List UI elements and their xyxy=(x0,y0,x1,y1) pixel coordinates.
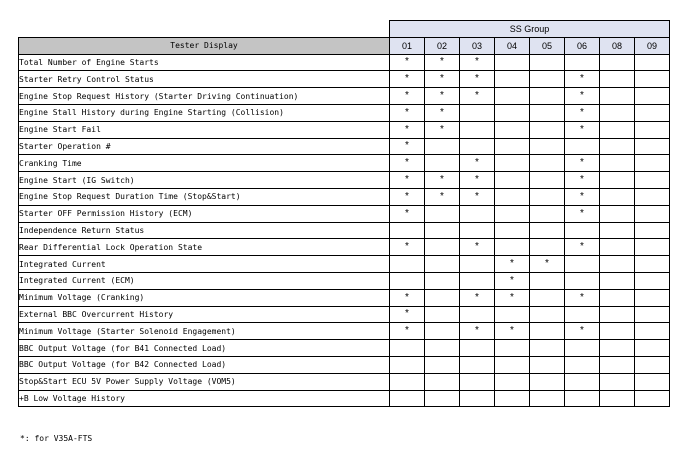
row-label: Engine Stall History during Engine Starting (Collision) xyxy=(19,104,390,121)
applies-mark-01: * xyxy=(390,88,425,105)
applies-mark-03: * xyxy=(460,239,495,256)
applies-mark-06: * xyxy=(565,121,600,138)
cell-02 xyxy=(425,272,460,289)
table-row xyxy=(19,272,670,289)
cell-03 xyxy=(460,104,495,121)
cell-08 xyxy=(600,54,635,71)
cell-09 xyxy=(635,356,670,373)
table-row xyxy=(19,289,670,306)
row-label: Minimum Voltage (Starter Solenoid Engagement) xyxy=(19,323,390,340)
cell-08 xyxy=(600,289,635,306)
column-header-05: 05 xyxy=(530,37,565,54)
cell-04 xyxy=(495,306,530,323)
cell-06 xyxy=(565,340,600,357)
row-label: Cranking Time xyxy=(19,155,390,172)
cell-04 xyxy=(495,54,530,71)
applies-mark-06: * xyxy=(565,188,600,205)
cell-05 xyxy=(530,88,565,105)
cell-02 xyxy=(425,306,460,323)
cell-08 xyxy=(600,188,635,205)
cell-02 xyxy=(425,222,460,239)
cell-09 xyxy=(635,172,670,189)
cell-05 xyxy=(530,188,565,205)
cell-08 xyxy=(600,256,635,273)
cell-09 xyxy=(635,205,670,222)
ss-group-table xyxy=(18,20,670,407)
cell-01 xyxy=(390,340,425,357)
cell-08 xyxy=(600,340,635,357)
table-row xyxy=(19,205,670,222)
applies-mark-01: * xyxy=(390,188,425,205)
cell-06 xyxy=(565,54,600,71)
applies-mark-02: * xyxy=(425,121,460,138)
cell-01 xyxy=(390,356,425,373)
cell-06 xyxy=(565,256,600,273)
cell-04 xyxy=(495,373,530,390)
cell-03 xyxy=(460,272,495,289)
cell-06 xyxy=(565,306,600,323)
row-label: Rear Differential Lock Operation State xyxy=(19,239,390,256)
cell-04 xyxy=(495,138,530,155)
header-spacer xyxy=(19,21,390,38)
cell-09 xyxy=(635,390,670,407)
cell-02 xyxy=(425,138,460,155)
cell-04 xyxy=(495,205,530,222)
cell-09 xyxy=(635,222,670,239)
tester-display-header: Tester Display xyxy=(19,37,390,54)
row-label: +B Low Voltage History xyxy=(19,390,390,407)
cell-08 xyxy=(600,373,635,390)
cell-09 xyxy=(635,272,670,289)
cell-08 xyxy=(600,71,635,88)
row-label: Engine Start Fail xyxy=(19,121,390,138)
applies-mark-01: * xyxy=(390,289,425,306)
table-row xyxy=(19,222,670,239)
cell-08 xyxy=(600,88,635,105)
cell-04 xyxy=(495,188,530,205)
applies-mark-01: * xyxy=(390,205,425,222)
row-label: Starter OFF Permission History (ECM) xyxy=(19,205,390,222)
cell-04 xyxy=(495,222,530,239)
cell-09 xyxy=(635,239,670,256)
cell-05 xyxy=(530,172,565,189)
cell-05 xyxy=(530,239,565,256)
cell-08 xyxy=(600,222,635,239)
cell-02 xyxy=(425,256,460,273)
table-row xyxy=(19,356,670,373)
applies-mark-04: * xyxy=(495,272,530,289)
table-row xyxy=(19,172,670,189)
cell-08 xyxy=(600,172,635,189)
cell-06 xyxy=(565,272,600,289)
cell-02 xyxy=(425,155,460,172)
cell-09 xyxy=(635,306,670,323)
table-row xyxy=(19,138,670,155)
applies-mark-06: * xyxy=(565,155,600,172)
applies-mark-01: * xyxy=(390,54,425,71)
applies-mark-01: * xyxy=(390,121,425,138)
applies-mark-01: * xyxy=(390,138,425,155)
applies-mark-06: * xyxy=(565,172,600,189)
cell-08 xyxy=(600,155,635,172)
cell-04 xyxy=(495,155,530,172)
cell-04 xyxy=(495,239,530,256)
table-row xyxy=(19,256,670,273)
applies-mark-03: * xyxy=(460,289,495,306)
ss-group-table-container xyxy=(18,20,670,407)
cell-05 xyxy=(530,222,565,239)
cell-04 xyxy=(495,71,530,88)
applies-mark-06: * xyxy=(565,239,600,256)
cell-01 xyxy=(390,390,425,407)
applies-mark-03: * xyxy=(460,54,495,71)
applies-mark-01: * xyxy=(390,239,425,256)
applies-mark-03: * xyxy=(460,71,495,88)
row-label: Engine Stop Request History (Starter Driving Continuation) xyxy=(19,88,390,105)
cell-09 xyxy=(635,54,670,71)
applies-mark-02: * xyxy=(425,88,460,105)
cell-09 xyxy=(635,155,670,172)
cell-03 xyxy=(460,138,495,155)
cell-05 xyxy=(530,390,565,407)
cell-04 xyxy=(495,390,530,407)
cell-04 xyxy=(495,340,530,357)
table-row xyxy=(19,323,670,340)
column-header-08: 08 xyxy=(600,37,635,54)
cell-03 xyxy=(460,306,495,323)
applies-mark-03: * xyxy=(460,88,495,105)
table-row xyxy=(19,188,670,205)
applies-mark-06: * xyxy=(565,88,600,105)
applies-mark-02: * xyxy=(425,172,460,189)
table-row xyxy=(19,390,670,407)
cell-09 xyxy=(635,289,670,306)
applies-mark-05: * xyxy=(530,256,565,273)
row-label: Minimum Voltage (Cranking) xyxy=(19,289,390,306)
cell-04 xyxy=(495,356,530,373)
column-header-04: 04 xyxy=(495,37,530,54)
cell-03 xyxy=(460,121,495,138)
cell-05 xyxy=(530,340,565,357)
row-label: Integrated Current xyxy=(19,256,390,273)
applies-mark-01: * xyxy=(390,172,425,189)
cell-02 xyxy=(425,390,460,407)
row-label: Starter Retry Control Status xyxy=(19,71,390,88)
applies-mark-06: * xyxy=(565,289,600,306)
cell-08 xyxy=(600,390,635,407)
row-label: Engine Start (IG Switch) xyxy=(19,172,390,189)
footnote: *: for V35A-FTS xyxy=(20,434,93,443)
cell-09 xyxy=(635,138,670,155)
applies-mark-06: * xyxy=(565,205,600,222)
cell-03 xyxy=(460,356,495,373)
cell-05 xyxy=(530,272,565,289)
cell-08 xyxy=(600,272,635,289)
applies-mark-01: * xyxy=(390,104,425,121)
cell-03 xyxy=(460,373,495,390)
applies-mark-04: * xyxy=(495,323,530,340)
cell-02 xyxy=(425,356,460,373)
applies-mark-03: * xyxy=(460,155,495,172)
cell-04 xyxy=(495,172,530,189)
cell-08 xyxy=(600,356,635,373)
cell-04 xyxy=(495,104,530,121)
cell-02 xyxy=(425,323,460,340)
applies-mark-02: * xyxy=(425,71,460,88)
cell-02 xyxy=(425,205,460,222)
cell-05 xyxy=(530,155,565,172)
cell-09 xyxy=(635,340,670,357)
cell-08 xyxy=(600,205,635,222)
cell-05 xyxy=(530,71,565,88)
cell-05 xyxy=(530,104,565,121)
cell-05 xyxy=(530,306,565,323)
column-header-row xyxy=(19,37,670,54)
applies-mark-04: * xyxy=(495,256,530,273)
applies-mark-06: * xyxy=(565,323,600,340)
cell-06 xyxy=(565,222,600,239)
cell-02 xyxy=(425,289,460,306)
cell-03 xyxy=(460,256,495,273)
table-row xyxy=(19,306,670,323)
cell-05 xyxy=(530,54,565,71)
cell-08 xyxy=(600,239,635,256)
applies-mark-06: * xyxy=(565,104,600,121)
applies-mark-03: * xyxy=(460,172,495,189)
cell-05 xyxy=(530,373,565,390)
cell-09 xyxy=(635,323,670,340)
cell-09 xyxy=(635,104,670,121)
cell-05 xyxy=(530,138,565,155)
cell-08 xyxy=(600,306,635,323)
cell-08 xyxy=(600,138,635,155)
column-header-01: 01 xyxy=(390,37,425,54)
cell-05 xyxy=(530,356,565,373)
cell-01 xyxy=(390,256,425,273)
table-row xyxy=(19,340,670,357)
table-body xyxy=(19,54,670,407)
applies-mark-06: * xyxy=(565,71,600,88)
cell-05 xyxy=(530,289,565,306)
row-label: Starter Operation # xyxy=(19,138,390,155)
table-row xyxy=(19,71,670,88)
cell-05 xyxy=(530,323,565,340)
row-label: BBC Output Voltage (for B41 Connected Load) xyxy=(19,340,390,357)
cell-01 xyxy=(390,373,425,390)
applies-mark-02: * xyxy=(425,104,460,121)
applies-mark-01: * xyxy=(390,306,425,323)
cell-09 xyxy=(635,188,670,205)
applies-mark-03: * xyxy=(460,188,495,205)
cell-06 xyxy=(565,356,600,373)
cell-08 xyxy=(600,323,635,340)
cell-05 xyxy=(530,121,565,138)
row-label: Engine Stop Request Duration Time (Stop&Start) xyxy=(19,188,390,205)
cell-08 xyxy=(600,104,635,121)
cell-05 xyxy=(530,205,565,222)
applies-mark-02: * xyxy=(425,188,460,205)
column-header-09: 09 xyxy=(635,37,670,54)
cell-06 xyxy=(565,373,600,390)
cell-04 xyxy=(495,121,530,138)
cell-03 xyxy=(460,340,495,357)
cell-09 xyxy=(635,71,670,88)
cell-03 xyxy=(460,390,495,407)
table-row xyxy=(19,373,670,390)
row-label: Independence Return Status xyxy=(19,222,390,239)
cell-09 xyxy=(635,373,670,390)
cell-02 xyxy=(425,373,460,390)
table-row xyxy=(19,88,670,105)
applies-mark-01: * xyxy=(390,323,425,340)
row-label: Total Number of Engine Starts xyxy=(19,54,390,71)
table-row xyxy=(19,104,670,121)
applies-mark-03: * xyxy=(460,323,495,340)
cell-09 xyxy=(635,256,670,273)
cell-03 xyxy=(460,205,495,222)
cell-06 xyxy=(565,390,600,407)
column-header-02: 02 xyxy=(425,37,460,54)
row-label: BBC Output Voltage (for B42 Connected Load) xyxy=(19,356,390,373)
table-row xyxy=(19,155,670,172)
cell-09 xyxy=(635,88,670,105)
cell-01 xyxy=(390,272,425,289)
applies-mark-01: * xyxy=(390,71,425,88)
cell-04 xyxy=(495,88,530,105)
cell-03 xyxy=(460,222,495,239)
applies-mark-02: * xyxy=(425,54,460,71)
applies-mark-04: * xyxy=(495,289,530,306)
cell-02 xyxy=(425,340,460,357)
cell-06 xyxy=(565,138,600,155)
row-label: Stop&Start ECU 5V Power Supply Voltage (VOM5) xyxy=(19,373,390,390)
table-row xyxy=(19,121,670,138)
cell-09 xyxy=(635,121,670,138)
cell-08 xyxy=(600,121,635,138)
cell-01 xyxy=(390,222,425,239)
ss-group-header: SS Group xyxy=(390,21,670,38)
table-row xyxy=(19,239,670,256)
row-label: External BBC Overcurrent History xyxy=(19,306,390,323)
applies-mark-01: * xyxy=(390,155,425,172)
column-header-06: 06 xyxy=(565,37,600,54)
group-header-row xyxy=(19,21,670,38)
row-label: Integrated Current (ECM) xyxy=(19,272,390,289)
cell-02 xyxy=(425,239,460,256)
column-header-03: 03 xyxy=(460,37,495,54)
table-row xyxy=(19,54,670,71)
